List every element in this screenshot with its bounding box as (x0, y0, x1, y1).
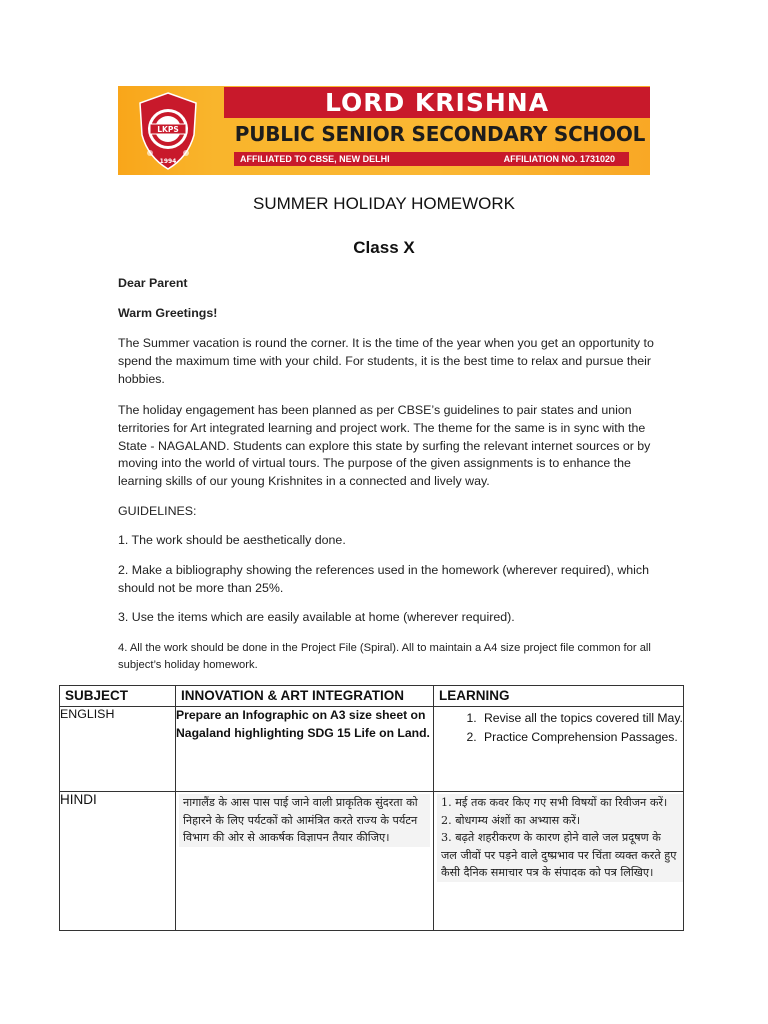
affiliation-number: AFFILIATION NO. 1731020 (503, 154, 615, 164)
theme-paragraph: The holiday engagement has been planned as per CBSE’s guidelines to pair states and union territories for Art integrated learning and project work. The theme for the same is in sync with the State - NAGALAND. Students can explore this state by surfing the relevant internet sources or by moving into the world of virtual tours. The purpose of the given assignments is to enhance the learning skills of our young Krishnites in a connected and lively way. (118, 403, 651, 489)
school-banner (118, 86, 650, 175)
homework-table (59, 685, 684, 931)
affiliation-board: AFFILIATED TO CBSE, NEW DELHI (240, 154, 390, 164)
svg-text:LKPS: LKPS (157, 125, 179, 134)
column-header-innovation: INNOVATION & ART INTEGRATION (176, 686, 434, 707)
school-crest-logo (136, 91, 200, 171)
intro-paragraph: The Summer vacation is round the corner. It is the time of the year when you get an opportunity to spend the maximum time with your child. For students, it is the best time to relax and pursue their hobbies. (118, 336, 654, 386)
innovation-text: नागालैंड के आस पास पाई जाने वाली प्राकृतिक सुंदरता को निहारने के लिए पर्यटकों को आमंत्रित करते राज्य के पर्यटन विभाग की ओर से आकर्षक विज्ञापन तैयार कीजिए। (179, 794, 430, 847)
learning-item: 1. Revise all the topics covered till May. (480, 709, 683, 728)
school-subtitle: PUBLIC SENIOR SECONDARY SCHOOL (234, 122, 646, 146)
learning-item: 2. बोधगम्य अंशों का अभ्यास करें। (441, 813, 581, 827)
guideline-item: 4. All the work should be done in the Project File (Spiral). All to maintain a A4 size project file common for all subject’s holiday homework. (118, 642, 651, 671)
guideline-item: 3. Use the items which are easily available at home (wherever required). (118, 610, 515, 624)
learning-cell (434, 792, 684, 931)
subject-cell: HINDI (60, 792, 176, 931)
table-header-row (60, 686, 684, 707)
salutation: Dear Parent (118, 276, 188, 290)
guideline-item: 2. Make a bibliography showing the references used in the homework (wherever required), which should not be more than 25%. (118, 563, 650, 595)
school-name: LORD KRISHNA (224, 87, 650, 118)
innovation-cell (176, 792, 434, 931)
learning-item: 3. बढ़ते शहरीकरण के कारण होने वाले जल प्रदूषण के जल जीवों पर पड़ने वाले दुष्प्रभाव पर चिंता व्यक्त करते हुए कैसी दैनिक समाचार पत्र के संपादक को पत्र लिखिए। (441, 831, 677, 879)
table-row (60, 707, 684, 792)
column-header-learning: LEARNING (434, 686, 684, 707)
column-header-subject: SUBJECT (60, 686, 176, 707)
table-row (60, 792, 684, 931)
learning-item: 1. मई तक कवर किए गए सभी विषयों का रिवीजन करें। (441, 796, 668, 809)
subject-cell: ENGLISH (60, 707, 176, 792)
svg-text:1994: 1994 (159, 158, 177, 165)
guideline-item: 1. The work should be aesthetically done. (118, 533, 346, 547)
affiliation-bar (234, 152, 629, 166)
learning-cell (434, 707, 684, 792)
learning-list (434, 709, 683, 747)
class-label: Class X (353, 238, 415, 257)
greeting: Warm Greetings! (118, 306, 218, 320)
page-title: SUMMER HOLIDAY HOMEWORK (253, 194, 515, 213)
innovation-cell: Prepare an Infographic on A3 size sheet on Nagaland highlighting SDG 15 Life on Land. (176, 707, 434, 792)
learning-list (437, 794, 683, 882)
learning-item: 2. Practice Comprehension Passages. (480, 728, 683, 747)
guidelines-label: GUIDELINES: (118, 504, 197, 518)
